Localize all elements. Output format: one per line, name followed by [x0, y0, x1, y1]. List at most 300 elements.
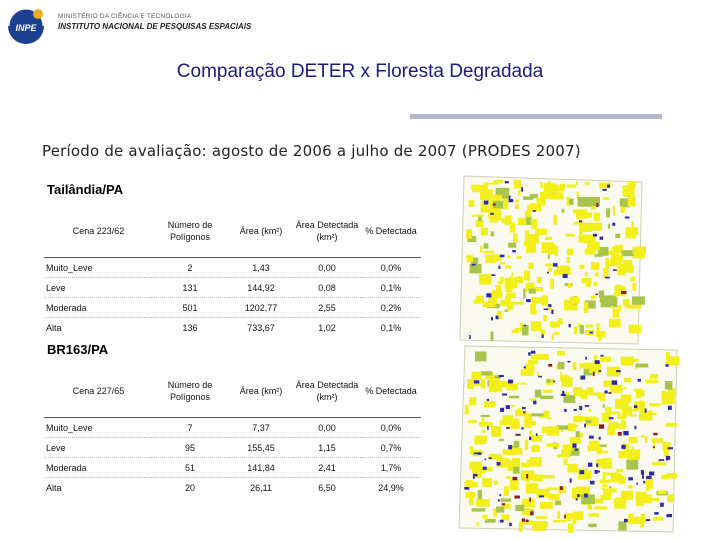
map-patch	[525, 211, 531, 218]
map-patch	[609, 392, 612, 394]
map-patch	[667, 514, 673, 517]
map-patch	[591, 296, 596, 299]
map-patch	[631, 221, 634, 230]
table-cell: 26,11	[229, 478, 293, 498]
map-patch	[564, 459, 568, 465]
map-patch	[481, 228, 488, 236]
map-patch	[607, 185, 610, 188]
map-patch	[498, 499, 500, 501]
map-patch	[579, 235, 587, 242]
map-patch	[532, 435, 542, 442]
section-label-tailandia: Tailândia/PA	[47, 182, 124, 197]
map-patch	[584, 363, 589, 370]
map-patch	[629, 437, 638, 443]
map-patch	[482, 430, 486, 433]
map-patch	[589, 441, 600, 448]
map-patch	[628, 181, 635, 188]
map-patch	[608, 224, 610, 229]
map-patch	[558, 362, 565, 369]
map-patch	[667, 494, 674, 502]
map-patch	[563, 444, 573, 451]
map-patch	[628, 449, 640, 459]
map-patch	[529, 399, 536, 401]
logo-text: INPE	[15, 23, 37, 33]
map-patch	[606, 208, 610, 217]
map-patch	[509, 277, 513, 279]
map-patch	[512, 477, 517, 480]
table-cell: 20	[151, 478, 229, 498]
map-patch	[638, 379, 641, 382]
table-row	[44, 258, 421, 278]
map-patch	[525, 440, 528, 451]
map-patch	[469, 335, 471, 339]
header-cell: % Detectada	[361, 205, 421, 258]
map-patch	[595, 470, 598, 474]
map-patch	[544, 309, 549, 311]
map-patch	[616, 370, 621, 372]
map-patch	[474, 437, 477, 440]
map-patch	[536, 198, 545, 206]
map-patch	[589, 409, 592, 412]
map-patch	[521, 427, 524, 429]
map-patch	[505, 265, 511, 268]
map-patch	[574, 511, 584, 520]
map-patch	[525, 364, 535, 373]
header-cell: Área (km²)	[229, 205, 293, 258]
header-cell: Área (km²)	[229, 365, 293, 418]
map-patch	[641, 470, 644, 475]
map-patch	[554, 332, 559, 335]
map-patch	[501, 515, 509, 521]
table-cell: 7	[187, 422, 193, 433]
map-patch	[509, 196, 511, 200]
map-patch	[505, 181, 509, 183]
map-patch	[500, 408, 504, 412]
map-patch	[506, 293, 516, 299]
map-patch	[529, 498, 531, 502]
map-patch	[624, 387, 627, 390]
map-patch	[615, 234, 620, 238]
map-patch	[482, 478, 492, 487]
map-patch	[496, 506, 504, 512]
header-cell: % Detectada	[361, 365, 421, 418]
table-cell: 0,1%	[361, 318, 421, 338]
map-patch	[666, 364, 669, 367]
map-patch	[481, 379, 485, 388]
table-cell: 7,37	[252, 422, 270, 433]
map-patch	[579, 220, 582, 222]
table-cell: Moderada	[44, 458, 151, 478]
map-patch	[595, 506, 608, 509]
map-patch	[500, 520, 504, 523]
map-patch	[628, 477, 633, 480]
map-patch	[524, 325, 526, 327]
map-patch	[576, 498, 578, 500]
map-patch	[646, 519, 650, 521]
map-patch	[605, 391, 608, 394]
map-patch	[514, 302, 524, 305]
map-patch	[508, 281, 513, 292]
map-patch	[491, 332, 494, 341]
map-patch	[643, 481, 645, 484]
map-patch	[506, 405, 510, 409]
map-patch	[613, 206, 615, 216]
map-patch	[585, 357, 587, 360]
map-patch	[641, 514, 646, 523]
map-patch	[659, 459, 664, 461]
map-patch	[471, 215, 484, 217]
map-patch	[529, 430, 532, 436]
map-patch	[553, 263, 558, 267]
map-patch	[526, 216, 532, 225]
map-patch	[469, 200, 475, 207]
map-patch	[562, 209, 565, 213]
inpe-logo	[4, 4, 52, 46]
map-patch	[585, 405, 589, 407]
map-patch	[514, 496, 520, 499]
table-cell: 2,55	[293, 298, 361, 318]
map-patch	[541, 329, 545, 335]
map-patch	[507, 306, 511, 311]
header-cell: Número de Polígonos	[151, 205, 229, 258]
map-patch	[599, 424, 604, 428]
map-patch	[646, 482, 649, 491]
map-patch	[477, 522, 479, 526]
table-cell: 0,0%	[380, 262, 402, 273]
map-patch	[616, 469, 623, 472]
map-patch	[621, 291, 626, 294]
map-patch	[603, 472, 606, 481]
map-patch	[529, 263, 534, 269]
header-cell: Cena 223/62	[44, 205, 151, 258]
map-patch	[602, 295, 615, 306]
map-patch	[653, 446, 655, 448]
map-patch	[557, 511, 560, 519]
map-patch	[484, 255, 491, 257]
map-patch	[618, 432, 622, 436]
map-patch	[512, 250, 516, 252]
map-patch	[515, 199, 518, 203]
map-patch	[621, 445, 625, 449]
map-patch	[658, 490, 666, 494]
map-patch	[502, 394, 507, 396]
table-cell: 141,84	[229, 458, 293, 478]
table-cell: 1,43	[252, 262, 270, 273]
table-cell: 1,02	[293, 318, 361, 338]
map-patch	[531, 351, 535, 354]
map-patch	[504, 486, 509, 496]
map-patch	[650, 413, 657, 416]
map-patch	[497, 188, 510, 191]
map-patch	[540, 182, 542, 188]
map-patch	[600, 355, 603, 357]
map-patch	[600, 237, 604, 240]
map-patch	[527, 276, 530, 281]
table-cell: 1202,77	[229, 298, 293, 318]
map-patch	[633, 389, 642, 392]
table-cell: 136	[151, 318, 229, 338]
map-patch	[500, 277, 503, 282]
map-patch	[577, 494, 580, 497]
map-patch	[503, 199, 508, 210]
map-patch	[547, 272, 549, 274]
map-patch	[510, 480, 519, 491]
map-patch	[565, 234, 575, 237]
map-patch	[531, 219, 537, 229]
map-patch	[636, 364, 649, 368]
map-patch	[528, 352, 531, 355]
table-cell: Muito_Leve	[46, 422, 93, 433]
table-cell: 2,41	[293, 458, 361, 478]
table-cell: 6,50	[293, 478, 361, 498]
map-patch	[537, 277, 542, 283]
map-patch	[573, 222, 579, 225]
map-patch	[472, 264, 476, 266]
map-patch	[605, 473, 619, 476]
map-patch	[613, 269, 617, 271]
map-patch	[561, 375, 567, 381]
map-patch	[564, 409, 566, 412]
map-patch	[566, 513, 575, 519]
map-patch	[609, 417, 614, 419]
map-patch	[594, 282, 598, 286]
map-patch	[569, 199, 574, 205]
map-patch	[623, 431, 628, 435]
map-patch	[540, 502, 553, 509]
map-patch	[666, 352, 670, 362]
map-patch	[496, 285, 502, 294]
map-patch	[630, 409, 639, 411]
map-patch	[621, 250, 633, 256]
table-cell: Moderada	[44, 298, 151, 318]
map-patch	[524, 241, 533, 246]
map-patch	[483, 302, 496, 308]
map-patch	[567, 257, 570, 263]
map-patch	[490, 297, 496, 299]
map-patch	[569, 324, 571, 327]
map-patch	[588, 524, 596, 528]
map-patch	[509, 523, 512, 526]
map-patch	[533, 401, 536, 405]
map-patch	[597, 448, 602, 455]
map-patch	[529, 289, 536, 294]
map-patch	[557, 351, 565, 356]
table-cell: 0,00	[318, 422, 336, 433]
map-patch	[476, 499, 490, 507]
map-patch	[547, 182, 551, 192]
map-patch	[518, 218, 526, 225]
table-header-row	[44, 365, 421, 418]
map-patch	[623, 260, 632, 269]
map-patch	[530, 457, 542, 467]
table-cell: 155,45	[229, 438, 293, 458]
table-row	[44, 438, 421, 458]
map-patch	[575, 449, 578, 451]
map-patch	[522, 325, 529, 335]
map-patch	[503, 415, 514, 422]
map-patch	[635, 426, 637, 430]
institute-name: INSTITUTO NACIONAL DE PESQUISAS ESPACIAIS	[58, 22, 252, 31]
map-patch	[588, 505, 593, 510]
map-patch	[526, 480, 530, 483]
map-patch	[526, 519, 529, 521]
map-patch	[487, 399, 489, 401]
map-patch	[480, 189, 493, 200]
map-patch	[522, 518, 525, 521]
map-patch	[515, 410, 526, 416]
map-patch	[542, 334, 544, 338]
map-patch	[603, 197, 609, 200]
map-patch	[590, 481, 595, 485]
map-patch	[553, 520, 567, 522]
map-patch	[501, 300, 511, 307]
map-patch	[523, 196, 533, 200]
map-patch	[526, 299, 531, 302]
map-patch	[548, 304, 551, 307]
map-patch	[621, 420, 626, 428]
map-patch	[628, 196, 636, 206]
map-patch	[610, 385, 622, 393]
map-patch	[579, 406, 582, 410]
map-patch	[547, 426, 559, 435]
map-patch	[527, 421, 536, 426]
map-patch	[628, 305, 641, 309]
map-patch	[483, 467, 487, 470]
map-patch	[500, 262, 506, 264]
map-patch	[595, 273, 599, 277]
tailandia-map-image	[458, 172, 646, 348]
map-patch	[557, 454, 570, 457]
map-patch	[649, 403, 661, 406]
map-patch	[663, 442, 671, 451]
map-patch	[542, 427, 548, 434]
map-patch	[511, 405, 514, 408]
map-patch	[572, 488, 582, 499]
table-cell: Leve	[44, 438, 151, 458]
map-patch	[589, 513, 599, 517]
map-patch	[469, 397, 476, 405]
map-patch	[510, 222, 515, 232]
map-patch	[585, 272, 588, 277]
table-cell: 95	[151, 438, 229, 458]
map-patch	[482, 201, 484, 210]
map-patch	[481, 436, 487, 441]
map-patch	[646, 476, 652, 479]
map-patch	[512, 330, 519, 334]
map-patch	[562, 391, 564, 395]
map-patch	[486, 293, 491, 297]
map-patch	[499, 375, 504, 377]
map-patch	[584, 424, 586, 428]
map-patch	[560, 486, 563, 490]
table-cell: Alta	[44, 478, 151, 498]
map-patch	[586, 420, 592, 423]
map-patch	[487, 426, 489, 430]
map-patch	[490, 213, 494, 215]
map-patch	[535, 390, 541, 398]
map-patch	[596, 464, 598, 467]
map-patch	[580, 390, 587, 398]
table-cell: Muito_Leve	[46, 262, 93, 273]
map-patch	[531, 413, 543, 416]
map-patch	[491, 274, 495, 276]
table-row	[44, 478, 421, 498]
table-cell: 131	[151, 278, 229, 298]
map-patch	[581, 495, 595, 505]
map-patch	[526, 474, 528, 479]
map-patch	[536, 229, 546, 236]
map-patch	[487, 182, 499, 184]
map-patch	[621, 357, 634, 366]
map-patch	[594, 213, 600, 221]
map-patch	[581, 278, 591, 283]
map-patch	[630, 277, 635, 281]
map-patch	[514, 180, 521, 189]
map-patch	[536, 433, 538, 436]
map-patch	[518, 190, 521, 195]
map-patch	[591, 262, 599, 270]
map-patch	[602, 189, 606, 191]
table-row	[44, 418, 421, 438]
header-cell: Número de Polígonos	[151, 365, 229, 418]
map-patch	[596, 203, 598, 207]
map-patch	[526, 484, 538, 494]
map-patch	[489, 206, 492, 212]
map-patch	[474, 380, 480, 383]
map-patch	[665, 381, 673, 390]
map-patch	[550, 279, 554, 289]
map-patch	[578, 212, 592, 217]
map-patch	[496, 210, 501, 220]
map-patch	[634, 405, 637, 408]
map-patch	[589, 436, 594, 439]
map-patch	[572, 443, 576, 447]
map-patch	[580, 433, 583, 438]
map-patch	[609, 486, 612, 488]
map-patch	[623, 299, 630, 306]
table-row	[44, 278, 421, 298]
map-patch	[624, 519, 628, 522]
map-patch	[540, 396, 553, 400]
map-patch	[554, 271, 558, 276]
map-patch	[557, 188, 565, 191]
map-patch	[537, 372, 539, 376]
map-patch	[649, 472, 654, 476]
map-patch	[605, 488, 617, 492]
map-patch	[522, 407, 526, 409]
map-patch	[612, 380, 617, 384]
map-patch	[574, 416, 584, 422]
map-patch	[625, 217, 630, 219]
map-patch	[503, 449, 515, 455]
table-cell: 0,1%	[361, 278, 421, 298]
map-patch	[599, 437, 601, 440]
map-patch	[611, 248, 618, 250]
map-patch	[555, 501, 561, 506]
map-patch	[641, 435, 646, 437]
map-patch	[660, 503, 664, 507]
map-patch	[636, 394, 641, 399]
map-patch	[548, 417, 552, 419]
map-patch	[535, 516, 547, 519]
map-patch	[508, 445, 512, 449]
map-patch	[597, 323, 600, 332]
map-patch	[653, 517, 663, 521]
map-patch	[595, 294, 598, 296]
table-cell: 2	[187, 262, 193, 273]
map-patch	[512, 272, 514, 276]
map-patch	[497, 462, 501, 465]
